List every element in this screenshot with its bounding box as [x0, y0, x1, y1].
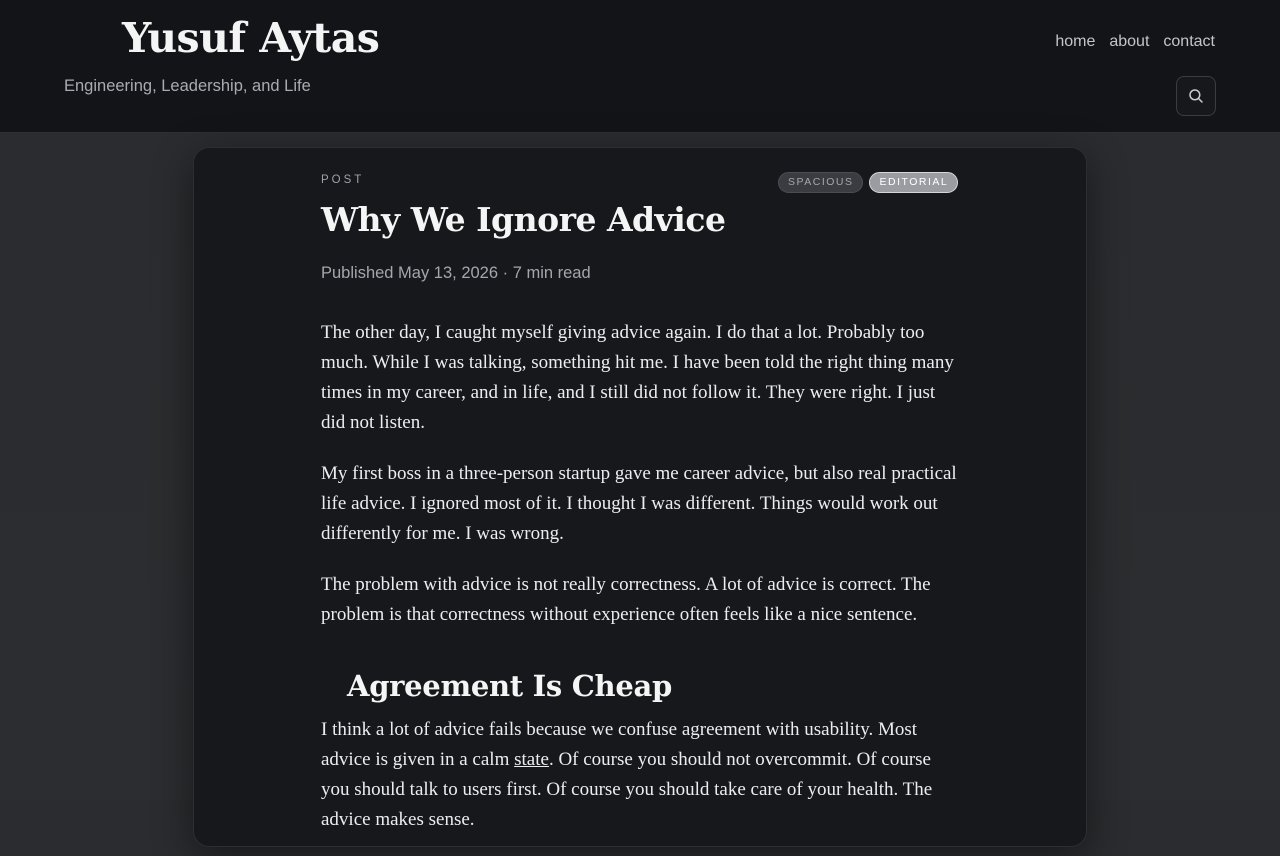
chip-editorial[interactable]: EDITORIAL	[869, 172, 958, 193]
paragraph	[321, 715, 963, 835]
search-button[interactable]	[1176, 76, 1216, 116]
post-content	[321, 318, 963, 856]
layout-toggle	[778, 172, 958, 193]
section-heading: Agreement Is Cheap	[347, 669, 672, 703]
site-header	[0, 0, 1280, 133]
chip-spacious[interactable]: SPACIOUS	[778, 172, 863, 193]
search-icon	[1187, 87, 1205, 105]
post-kicker: POST	[321, 174, 365, 186]
nav-contact[interactable]: contact	[1163, 33, 1215, 50]
paragraph-text: I think a lot of advice fails because we confuse agreement with usability. Most advice is given in a calm	[321, 719, 918, 770]
site-tagline: Engineering, Leadership, and Life	[64, 77, 311, 95]
post-card	[193, 147, 1087, 847]
nav-home[interactable]: home	[1055, 33, 1096, 50]
inline-link-state[interactable]: state	[514, 749, 549, 770]
site-title[interactable]: Yusuf Aytas	[122, 14, 380, 62]
nav-about[interactable]: about	[1109, 33, 1150, 50]
paragraph: My first boss in a three-person startup gave me career advice, but also real practical life advice. I ignored most of it. I thought I was different. Things would work out differently for me. I was wrong.	[321, 463, 957, 544]
main-nav	[1055, 33, 1215, 51]
paragraph: The other day, I caught myself giving advice again. I do that a lot. Probably too much. While I was talking, something hit me. I have been told the right thing many times in my career, and in life, and I still did not follow it. They were right. I just did not listen.	[321, 322, 954, 433]
paragraph: The problem with advice is not really correctness. A lot of advice is correct. The problem is that correctness without experience often feels like a nice sentence.	[321, 574, 931, 625]
post-meta: Published May 13, 2026 · 7 min read	[321, 264, 591, 282]
post-title: Why We Ignore Advice	[321, 200, 726, 239]
paragraph-text: . Of course you should not overcommit. Of course you should talk to users first. Of course you should take care of your health. The advice makes sense.	[321, 749, 933, 830]
